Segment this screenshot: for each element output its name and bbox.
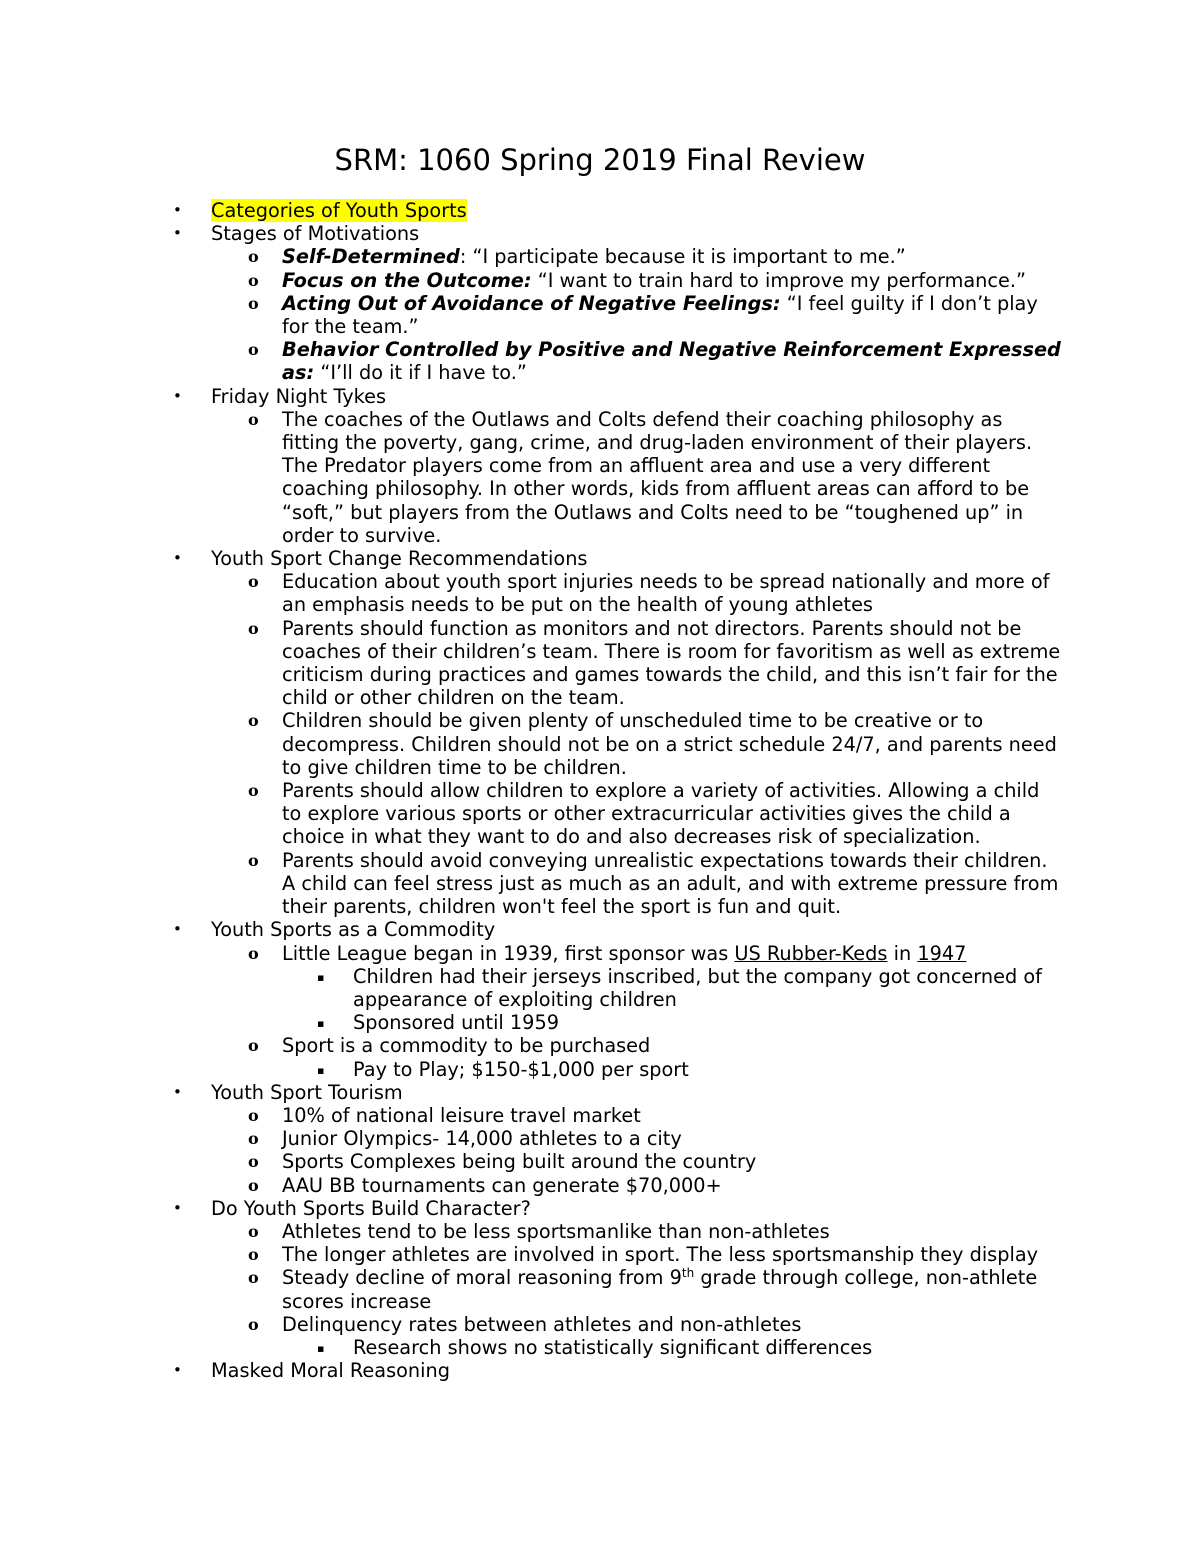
list-item bbox=[172, 1034, 1062, 1057]
item-text: “I feel guilty if I don’t play for the team.” bbox=[282, 291, 1038, 339]
list-item bbox=[172, 385, 1062, 408]
list-item bbox=[172, 1313, 1062, 1336]
bullet-icon: • bbox=[173, 1361, 182, 1380]
bullet-icon: • bbox=[173, 549, 182, 568]
bullet-icon: o bbox=[248, 247, 259, 267]
item-text: in bbox=[887, 941, 918, 965]
item-text: Pay to Play; $150-$1,000 per sport bbox=[353, 1057, 689, 1081]
bullet-icon: ▪ bbox=[317, 1063, 325, 1077]
item-text: Youth Sport Tourism bbox=[211, 1080, 403, 1104]
list-item bbox=[172, 1336, 1062, 1359]
bullet-icon: o bbox=[248, 711, 259, 731]
list-item bbox=[172, 617, 1062, 710]
item-text: Little League began in 1939, first sponsor was bbox=[282, 941, 735, 965]
list-item bbox=[172, 222, 1062, 245]
item-text: Parents should avoid conveying unrealistic expectations towards their children. A child can feel stress just as much as an adult, and with extreme pressure from their parents, children won't feel the sport is fun and quit. bbox=[282, 848, 1059, 919]
item-label: Self-Determined bbox=[282, 245, 460, 269]
bullet-icon: o bbox=[248, 1175, 259, 1195]
list-item bbox=[172, 1127, 1062, 1150]
item-text: Research shows no statistically significant differences bbox=[353, 1335, 873, 1359]
bullet-icon: o bbox=[248, 1036, 259, 1056]
item-text: The longer athletes are involved in sport. The less sportsmanship they display bbox=[282, 1243, 1039, 1267]
list-item bbox=[172, 942, 1062, 965]
bullet-icon: o bbox=[248, 1245, 259, 1265]
list-item bbox=[172, 1104, 1062, 1127]
item-text: Delinquency rates between athletes and non-athletes bbox=[282, 1312, 802, 1336]
bullet-icon: o bbox=[248, 1268, 259, 1288]
bullet-icon: o bbox=[248, 850, 259, 870]
bullet-icon: o bbox=[248, 572, 259, 592]
bullet-icon: • bbox=[173, 224, 182, 243]
list-item bbox=[172, 1174, 1062, 1197]
item-text: 10% of national leisure travel market bbox=[282, 1103, 641, 1127]
list-item bbox=[172, 1150, 1062, 1173]
item-text: Steady decline of moral reasoning from 9 bbox=[282, 1266, 682, 1290]
item-text: AAU BB tournaments can generate $70,000+ bbox=[282, 1173, 722, 1197]
bullet-icon: o bbox=[248, 1314, 259, 1334]
bullet-icon: o bbox=[248, 340, 259, 360]
bullet-icon: o bbox=[248, 781, 259, 801]
bullet-icon: o bbox=[248, 1105, 259, 1125]
item-text: Do Youth Sports Build Character? bbox=[211, 1196, 531, 1220]
list-item bbox=[172, 1359, 1062, 1382]
list-item bbox=[172, 199, 1062, 222]
bullet-icon: o bbox=[248, 1152, 259, 1172]
list-item bbox=[172, 1266, 1062, 1312]
item-text: Children should be given plenty of unscheduled time to be creative or to decompress. Children should not be on a strict schedule 24/7, and parents need to give children time to be children. bbox=[282, 709, 1057, 779]
bullet-icon: o bbox=[248, 1221, 259, 1241]
bullet-icon: • bbox=[173, 920, 182, 939]
list-item bbox=[172, 1081, 1062, 1104]
list-item bbox=[172, 1243, 1062, 1266]
item-text: The coaches of the Outlaws and Colts defend their coaching philosophy as fitting the poverty, gang, crime, and drug-laden environment of their players. The Predator players come from an affluent area and use a very different coaching philosophy. In other words, kids from affluent areas can afford to be “soft,” but players from the Outlaws and Colts need to be “toughened up” in order to survive. bbox=[282, 407, 1033, 547]
list-item bbox=[172, 338, 1062, 384]
year-link[interactable]: 1947 bbox=[917, 941, 967, 965]
item-text: Athletes tend to be less sportsmanlike than non-athletes bbox=[282, 1219, 830, 1243]
list-item bbox=[172, 269, 1062, 292]
superscript: th bbox=[681, 1266, 695, 1281]
item-text: grade through college, non-athlete scores increase bbox=[282, 1266, 1038, 1313]
item-text: Sponsored until 1959 bbox=[353, 1011, 559, 1035]
bullet-icon: ▪ bbox=[317, 970, 325, 984]
item-text: Youth Sport Change Recommendations bbox=[211, 547, 588, 571]
list-item bbox=[172, 245, 1062, 268]
item-label: Acting Out of Avoidance of Negative Feelings: bbox=[282, 291, 781, 315]
item-text: Masked Moral Reasoning bbox=[211, 1359, 450, 1383]
item-text: Junior Olympics- 14,000 athletes to a city bbox=[282, 1127, 682, 1151]
item-text: “I want to train hard to improve my performance.” bbox=[531, 268, 1026, 292]
bullet-icon: o bbox=[248, 618, 259, 638]
item-text: Education about youth sport injuries needs to be spread nationally and more of an emphasis needs to be put on the health of young athletes bbox=[282, 570, 1050, 617]
bullet-icon: o bbox=[248, 409, 259, 429]
item-text: Children had their jerseys inscribed, but the company got concerned of appearance of exploiting children bbox=[353, 964, 1042, 1011]
bullet-icon: • bbox=[173, 1082, 182, 1101]
list-item bbox=[172, 849, 1062, 919]
bullet-icon: o bbox=[248, 1129, 259, 1149]
outline bbox=[172, 199, 1062, 1382]
bullet-icon: ▪ bbox=[317, 1017, 325, 1031]
item-label: Focus on the Outcome: bbox=[282, 268, 532, 292]
bullet-icon: o bbox=[248, 270, 259, 290]
bullet-icon: • bbox=[173, 386, 182, 405]
list-item bbox=[172, 709, 1062, 779]
item-text: Sport is a commodity to be purchased bbox=[282, 1034, 651, 1058]
bullet-icon: • bbox=[173, 201, 182, 219]
item-text: Friday Night Tykes bbox=[211, 384, 387, 408]
item-text: Stages of Motivations bbox=[211, 222, 420, 246]
list-item bbox=[172, 918, 1062, 941]
list-item bbox=[172, 965, 1062, 1011]
item-text: Sports Complexes being built around the country bbox=[282, 1150, 757, 1174]
sponsor-link[interactable]: US Rubber-Keds bbox=[734, 941, 888, 965]
list-item bbox=[172, 292, 1062, 338]
item-text: Parents should function as monitors and not directors. Parents should not be coaches of their children’s team. There is room for favoritism as well as extreme criticism during practices and games towards the child, and this isn’t fair for the child or other children on the team. bbox=[282, 616, 1061, 710]
list-item bbox=[172, 1058, 1062, 1081]
item-text: Parents should allow children to explore a variety of activities. Allowing a child to explore various sports or other extracurricular activities gives the child a choice in what they want to do and also decreases risk of specialization. bbox=[282, 779, 1040, 849]
list-item bbox=[172, 1220, 1062, 1243]
bullet-icon: o bbox=[248, 293, 259, 313]
list-item bbox=[172, 1011, 1062, 1034]
document-title: SRM: 1060 Spring 2019 Final Review bbox=[334, 143, 866, 177]
list-item bbox=[172, 1197, 1062, 1220]
item-label: Behavior Controlled by Positive and Negative Reinforcement Expressed as: bbox=[282, 338, 1061, 385]
bullet-icon: ▪ bbox=[317, 1341, 325, 1355]
list-item bbox=[172, 547, 1062, 570]
item-text: Youth Sports as a Commodity bbox=[211, 918, 496, 942]
list-item bbox=[172, 570, 1062, 616]
bullet-icon: • bbox=[173, 1198, 182, 1217]
item-text: “I’ll do it if I have to.” bbox=[314, 361, 527, 385]
item-text: : “I participate because it is important to me.” bbox=[459, 245, 906, 269]
highlighted-text: Categories of Youth Sports bbox=[211, 199, 467, 222]
bullet-icon: o bbox=[248, 943, 259, 963]
list-item bbox=[172, 408, 1062, 547]
list-item bbox=[172, 779, 1062, 849]
